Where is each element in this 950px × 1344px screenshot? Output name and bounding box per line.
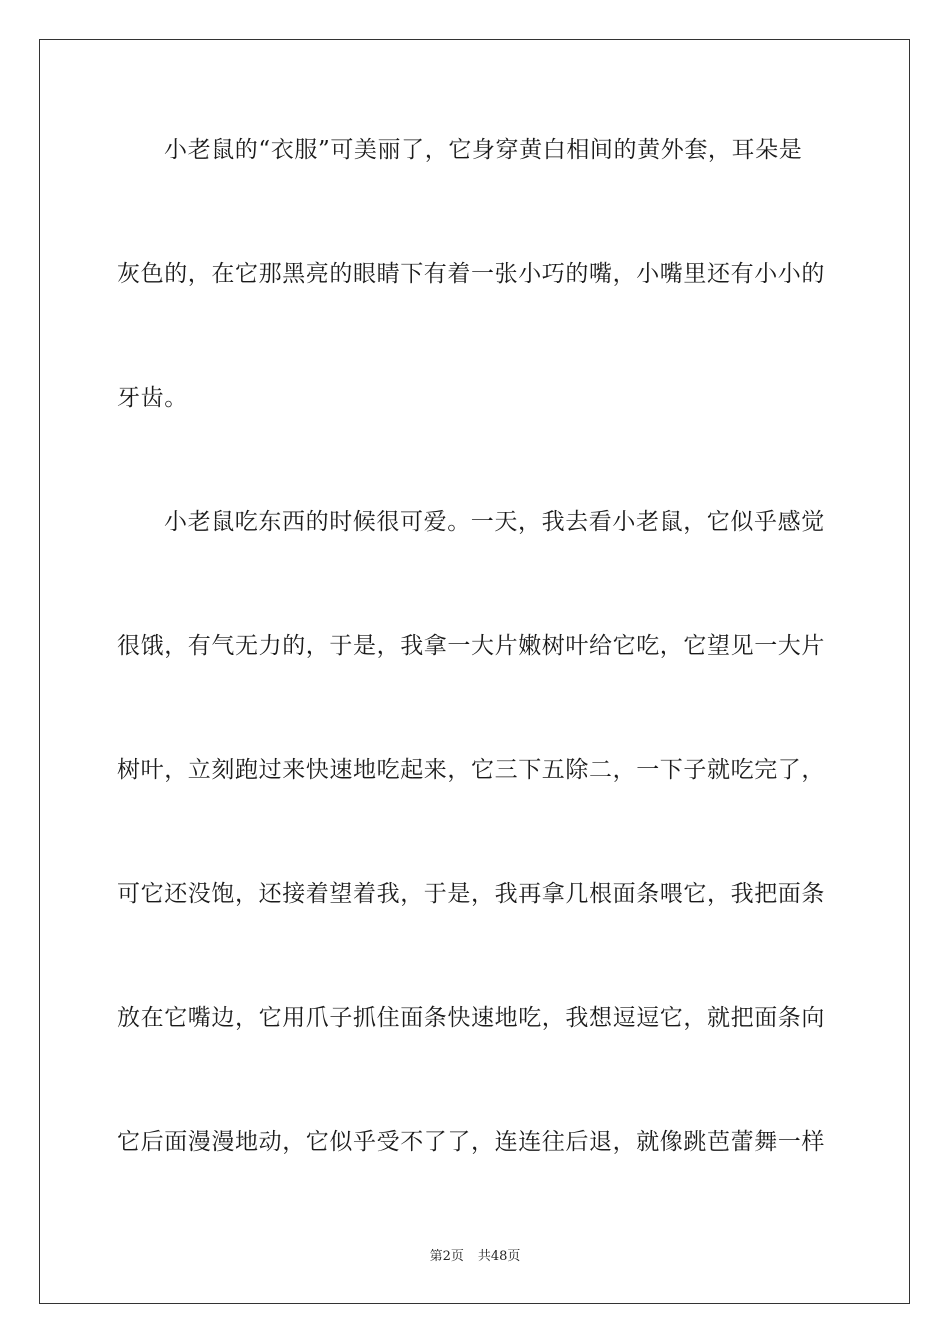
page-total: 共48页 bbox=[477, 1249, 521, 1264]
paragraph-line: 很饿，有气无力的，于是，我拿一大片嫩树叶给它吃，它望见一大片 bbox=[117, 633, 825, 659]
paragraph-line: 小老鼠吃东西的时候很可爱。一天，我去看小老鼠，它似乎感觉 bbox=[164, 509, 825, 535]
paragraph-line: 它后面漫漫地动，它似乎受不了了，连连往后退，就像跳芭蕾舞一样 bbox=[117, 1129, 825, 1155]
page-number: 第2页 bbox=[429, 1249, 464, 1264]
paragraph-line: 灰色的，在它那黑亮的眼睛下有着一张小巧的嘴，小嘴里还有小小的 bbox=[117, 261, 825, 287]
paragraph-line: 可它还没饱，还接着望着我，于是，我再拿几根面条喂它，我把面条 bbox=[117, 881, 825, 907]
paragraph-line: 树叶，立刻跑过来快速地吃起来，它三下五除二，一下子就吃完了， bbox=[117, 757, 825, 783]
paragraph-line: 牙齿。 bbox=[117, 385, 188, 411]
page-border bbox=[39, 39, 910, 1304]
paragraph-line: 放在它嘴边，它用爪子抓住面条快速地吃，我想逗逗它，就把面条向 bbox=[117, 1005, 825, 1031]
page-footer bbox=[0, 1248, 950, 1266]
paragraph-line: 小老鼠的“衣服”可美丽了，它身穿黄白相间的黄外套，耳朵是 bbox=[164, 137, 803, 163]
